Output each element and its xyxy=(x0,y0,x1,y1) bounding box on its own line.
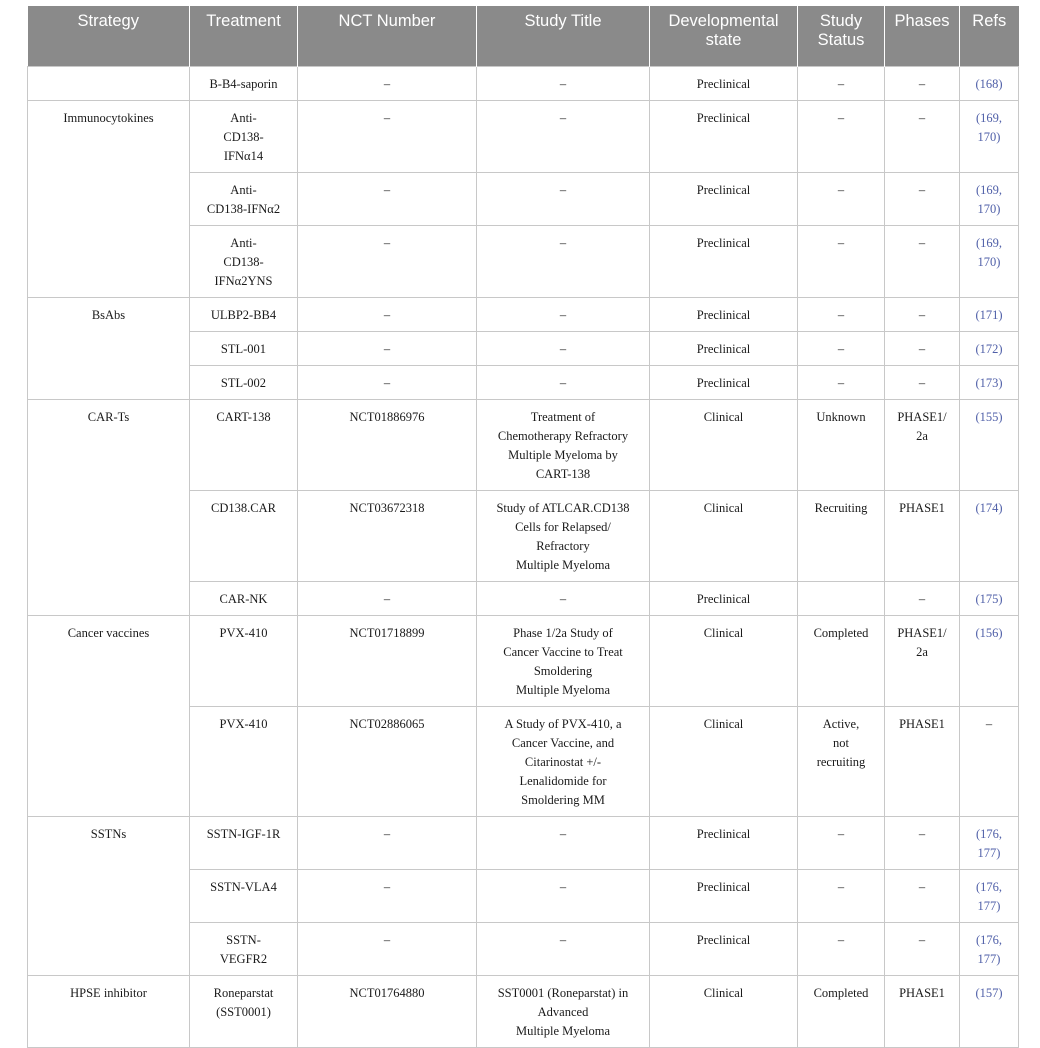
refs-cell xyxy=(960,817,1019,870)
refs-cell xyxy=(960,226,1019,298)
reference-link[interactable]: (176, 177) xyxy=(975,880,1003,913)
refs-cell xyxy=(960,101,1019,173)
phases-cell: – xyxy=(885,582,960,616)
developmental-state-cell: Preclinical xyxy=(650,870,798,923)
developmental-state-cell: Clinical xyxy=(650,707,798,817)
developmental-state-cell: Preclinical xyxy=(650,298,798,332)
strategy-cell: HPSE inhibitor xyxy=(28,976,190,1048)
table-row xyxy=(28,101,1019,173)
study-title-cell: – xyxy=(477,923,650,976)
study-title-cell: – xyxy=(477,173,650,226)
study-status-cell: – xyxy=(798,923,885,976)
study-title-cell: Phase 1/2a Study of Cancer Vaccine to Treat Smoldering Multiple Myeloma xyxy=(477,616,650,707)
nct-number-cell: – xyxy=(298,923,477,976)
nct-number-cell: NCT01764880 xyxy=(298,976,477,1048)
nct-number-cell: NCT01718899 xyxy=(298,616,477,707)
refs-cell xyxy=(960,400,1019,491)
phases-cell: – xyxy=(885,366,960,400)
table-header-row xyxy=(28,6,1019,67)
developmental-state-cell: Preclinical xyxy=(650,366,798,400)
reference-link[interactable]: (172) xyxy=(975,342,1003,356)
refs-cell xyxy=(960,870,1019,923)
study-status-cell: Completed xyxy=(798,976,885,1048)
phases-cell: – xyxy=(885,923,960,976)
treatment-cell: ULBP2-BB4 xyxy=(190,298,298,332)
treatment-cell: PVX-410 xyxy=(190,707,298,817)
study-status-cell: – xyxy=(798,226,885,298)
study-title-cell: – xyxy=(477,101,650,173)
strategy-cell: Immunocytokines xyxy=(28,101,190,298)
refs-cell xyxy=(960,491,1019,582)
study-status-cell: – xyxy=(798,101,885,173)
refs-cell xyxy=(960,332,1019,366)
refs-cell xyxy=(960,173,1019,226)
study-title-cell: Treatment of Chemotherapy Refractory Multiple Myeloma by CART-138 xyxy=(477,400,650,491)
refs-cell xyxy=(960,298,1019,332)
header-developmental-state: Developmental state xyxy=(650,6,798,67)
reference-link[interactable]: (157) xyxy=(975,986,1003,1000)
nct-number-cell: – xyxy=(298,582,477,616)
phases-cell: PHASE1 xyxy=(885,491,960,582)
treatment-cell: Anti- CD138-IFNα2 xyxy=(190,173,298,226)
reference-link[interactable]: (169, 170) xyxy=(975,111,1003,144)
study-status-cell: Active, not recruiting xyxy=(798,707,885,817)
study-status-cell: – xyxy=(798,67,885,101)
treatment-cell: Anti- CD138- IFNα14 xyxy=(190,101,298,173)
nct-number-cell: – xyxy=(298,298,477,332)
strategy-cell: CAR-Ts xyxy=(28,400,190,616)
treatment-cell: SSTN-IGF-1R xyxy=(190,817,298,870)
reference-link[interactable]: (176, 177) xyxy=(975,827,1003,860)
reference-link[interactable]: (155) xyxy=(975,410,1003,424)
nct-number-cell: – xyxy=(298,67,477,101)
study-title-cell: – xyxy=(477,226,650,298)
refs-cell xyxy=(960,616,1019,707)
phases-cell: – xyxy=(885,101,960,173)
phases-cell: – xyxy=(885,870,960,923)
treatment-cell: Roneparstat (SST0001) xyxy=(190,976,298,1048)
reference-link[interactable]: (175) xyxy=(975,592,1003,606)
treatment-cell: SSTN- VEGFR2 xyxy=(190,923,298,976)
refs-cell xyxy=(960,582,1019,616)
table-row xyxy=(28,976,1019,1048)
developmental-state-cell: Clinical xyxy=(650,491,798,582)
reference-link: – xyxy=(985,717,993,731)
study-title-cell: – xyxy=(477,298,650,332)
header-treatment: Treatment xyxy=(190,6,298,67)
nct-number-cell: – xyxy=(298,173,477,226)
study-status-cell: Unknown xyxy=(798,400,885,491)
developmental-state-cell: Preclinical xyxy=(650,582,798,616)
study-title-cell: SST0001 (Roneparstat) in Advanced Multiple Myeloma xyxy=(477,976,650,1048)
refs-cell xyxy=(960,923,1019,976)
reference-link[interactable]: (174) xyxy=(975,501,1003,515)
clinical-strategies-table xyxy=(27,6,1019,1048)
table-row xyxy=(28,298,1019,332)
table-row xyxy=(28,400,1019,491)
treatment-cell: STL-001 xyxy=(190,332,298,366)
study-status-cell: – xyxy=(798,870,885,923)
treatment-cell: CD138.CAR xyxy=(190,491,298,582)
treatment-cell: SSTN-VLA4 xyxy=(190,870,298,923)
study-status-cell: – xyxy=(798,298,885,332)
phases-cell: PHASE1 xyxy=(885,707,960,817)
nct-number-cell: – xyxy=(298,101,477,173)
phases-cell: – xyxy=(885,817,960,870)
nct-number-cell: NCT02886065 xyxy=(298,707,477,817)
study-title-cell: – xyxy=(477,67,650,101)
nct-number-cell: NCT03672318 xyxy=(298,491,477,582)
developmental-state-cell: Preclinical xyxy=(650,332,798,366)
treatment-cell: B-B4-saporin xyxy=(190,67,298,101)
reference-link[interactable]: (171) xyxy=(975,308,1003,322)
reference-link[interactable]: (173) xyxy=(975,376,1003,390)
table-body xyxy=(28,67,1019,1048)
refs-cell xyxy=(960,366,1019,400)
header-strategy: Strategy xyxy=(28,6,190,67)
strategy-cell: SSTNs xyxy=(28,817,190,976)
nct-number-cell: – xyxy=(298,817,477,870)
header-phases: Phases xyxy=(885,6,960,67)
phases-cell: – xyxy=(885,226,960,298)
strategy-cell: Cancer vaccines xyxy=(28,616,190,817)
treatment-cell: CAR-NK xyxy=(190,582,298,616)
study-status-cell: – xyxy=(798,366,885,400)
study-title-cell: A Study of PVX-410, a Cancer Vaccine, and Citarinostat +/- Lenalidomide for Smoldering MM xyxy=(477,707,650,817)
table-row xyxy=(28,616,1019,707)
reference-link[interactable]: (169, 170) xyxy=(975,183,1003,216)
study-status-cell xyxy=(798,582,885,616)
study-status-cell: – xyxy=(798,173,885,226)
phases-cell: PHASE1 xyxy=(885,976,960,1048)
nct-number-cell: – xyxy=(298,870,477,923)
developmental-state-cell: Preclinical xyxy=(650,817,798,870)
treatment-cell: Anti- CD138- IFNα2YNS xyxy=(190,226,298,298)
developmental-state-cell: Preclinical xyxy=(650,67,798,101)
phases-cell: – xyxy=(885,173,960,226)
nct-number-cell: NCT01886976 xyxy=(298,400,477,491)
table-row xyxy=(28,67,1019,101)
header-nct-number: NCT Number xyxy=(298,6,477,67)
study-title-cell: – xyxy=(477,817,650,870)
study-status-cell: Completed xyxy=(798,616,885,707)
strategy-cell xyxy=(28,67,190,101)
nct-number-cell: – xyxy=(298,226,477,298)
table-row xyxy=(28,817,1019,870)
developmental-state-cell: Preclinical xyxy=(650,923,798,976)
study-status-cell: – xyxy=(798,332,885,366)
developmental-state-cell: Clinical xyxy=(650,400,798,491)
nct-number-cell: – xyxy=(298,332,477,366)
header-refs: Refs xyxy=(960,6,1019,67)
developmental-state-cell: Preclinical xyxy=(650,226,798,298)
developmental-state-cell: Preclinical xyxy=(650,173,798,226)
nct-number-cell: – xyxy=(298,366,477,400)
developmental-state-cell: Preclinical xyxy=(650,101,798,173)
phases-cell: – xyxy=(885,332,960,366)
header-study-title: Study Title xyxy=(477,6,650,67)
study-title-cell: – xyxy=(477,366,650,400)
clinical-table-container xyxy=(27,6,1018,1048)
study-status-cell: Recruiting xyxy=(798,491,885,582)
study-status-cell: – xyxy=(798,817,885,870)
study-title-cell: – xyxy=(477,582,650,616)
treatment-cell: STL-002 xyxy=(190,366,298,400)
reference-link[interactable]: (169, 170) xyxy=(975,236,1003,269)
treatment-cell: CART-138 xyxy=(190,400,298,491)
phases-cell: PHASE1/ 2a xyxy=(885,400,960,491)
phases-cell: – xyxy=(885,67,960,101)
reference-link[interactable]: (176, 177) xyxy=(975,933,1003,966)
treatment-cell: PVX-410 xyxy=(190,616,298,707)
reference-link[interactable]: (156) xyxy=(975,626,1003,640)
header-study-status: Study Status xyxy=(798,6,885,67)
developmental-state-cell: Clinical xyxy=(650,976,798,1048)
developmental-state-cell: Clinical xyxy=(650,616,798,707)
study-title-cell: – xyxy=(477,870,650,923)
reference-link[interactable]: (168) xyxy=(975,77,1003,91)
strategy-cell: BsAbs xyxy=(28,298,190,400)
phases-cell: PHASE1/ 2a xyxy=(885,616,960,707)
phases-cell: – xyxy=(885,298,960,332)
refs-cell xyxy=(960,707,1019,817)
refs-cell xyxy=(960,976,1019,1048)
refs-cell xyxy=(960,67,1019,101)
study-title-cell: – xyxy=(477,332,650,366)
study-title-cell: Study of ATLCAR.CD138 Cells for Relapsed/ Refractory Multiple Myeloma xyxy=(477,491,650,582)
